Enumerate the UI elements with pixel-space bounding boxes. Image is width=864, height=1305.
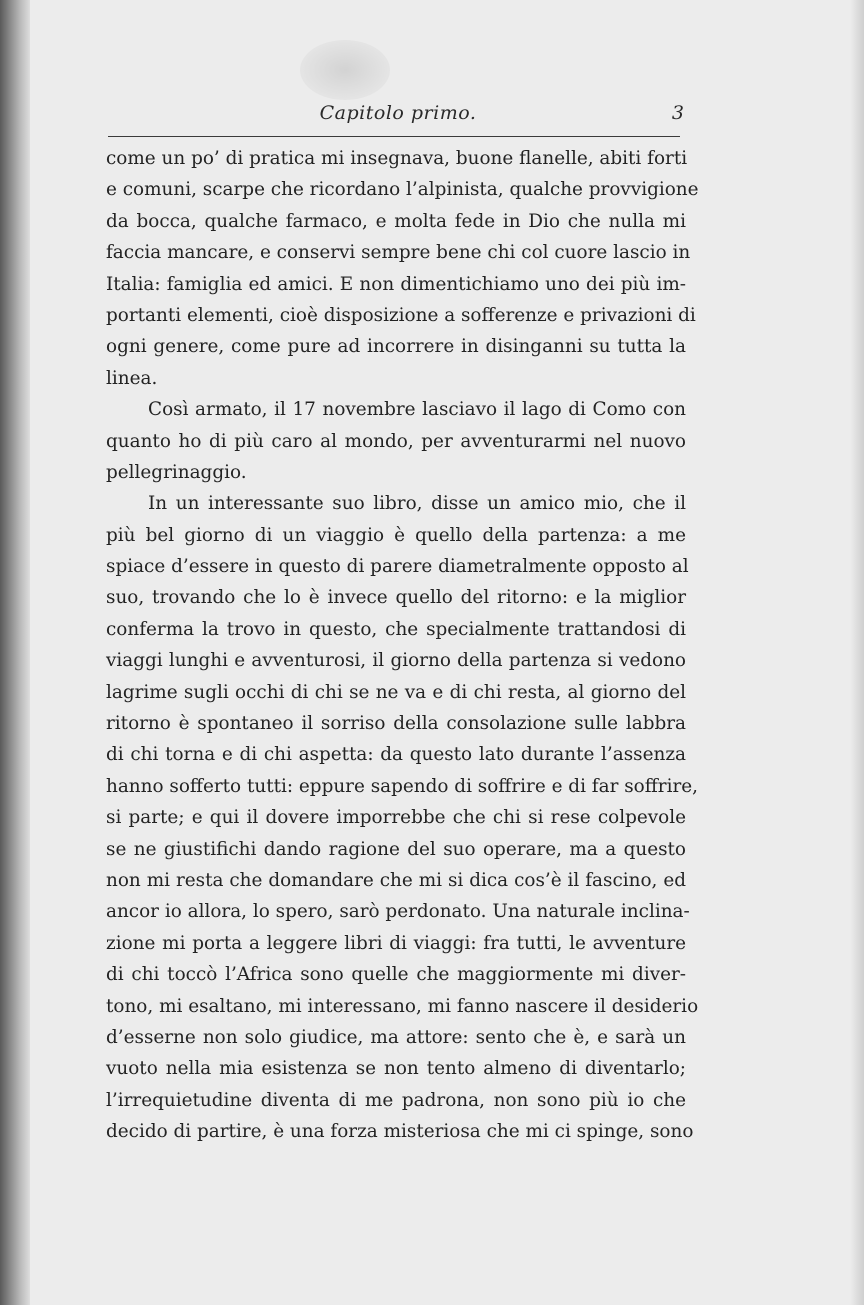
text-line: spiace d’essere in questo di parere diametralmente opposto al — [106, 556, 689, 578]
text-line: da bocca, qualche farmaco, e molta fede in Dio che nulla mi — [106, 210, 686, 232]
text-line: si parte; e qui il dovere imporrebbe che chi si rese colpevole — [106, 807, 686, 829]
text-line: d’esserne non solo giudice, ma attore: sento che è, e sarà un — [106, 1026, 686, 1048]
text-line: Così armato, il 17 novembre lasciavo il lago di Como con — [148, 399, 686, 421]
text-line: conferma la trovo in questo, che specialmente trattandosi di — [106, 618, 686, 640]
text-line: ritorno è spontaneo il sorriso della consolazione sulle labbra — [106, 713, 686, 735]
text-line: e comuni, scarpe che ricordano l’alpinista, qualche provvigione — [106, 179, 699, 201]
text-line: linea. — [106, 367, 158, 389]
text-line: portanti elementi, cioè disposizione a sofferenze e privazioni di — [106, 304, 696, 326]
text-line: pellegrinaggio. — [106, 461, 247, 483]
text-line: viaggi lunghi e avventurosi, il giorno della partenza si vedono — [106, 650, 686, 672]
text-line: suo, trovando che lo è invece quello del ritorno: e la miglior — [106, 587, 686, 609]
running-title: Capitolo primo. — [319, 102, 477, 124]
text-line: lagrime sugli occhi di chi se ne va e di chi resta, al giorno del — [106, 681, 686, 703]
text-line: vuoto nella mia esistenza se non tento almeno di diventarlo; — [106, 1058, 686, 1080]
text-line: più bel giorno di un viaggio è quello della partenza: a me — [106, 524, 686, 546]
text-line: non mi resta che domandare che mi si dica cos’è il fascino, ed — [106, 869, 686, 891]
text-line: ogni genere, come pure ad incorrere in disinganni su tutta la — [106, 336, 686, 358]
text-line: Italia: famiglia ed amici. E non dimentichiamo uno dei più im- — [106, 273, 686, 295]
binding-shadow — [0, 0, 30, 1305]
text-line: hanno sofferto tutti: eppure sapendo di soffrire e di far soffrire, — [106, 775, 698, 797]
text-line: zione mi porta a leggere libri di viaggi: fra tutti, le avventure — [106, 932, 686, 954]
body-text — [106, 143, 699, 1148]
header-rule — [108, 136, 680, 137]
text-line: quanto ho di più caro al mondo, per avventurarmi nel nuovo — [106, 430, 686, 452]
page-header — [108, 96, 688, 136]
text-line: In un interessante suo libro, disse un amico mio, che il — [148, 493, 686, 515]
page-number: 3 — [671, 102, 684, 124]
text-line: se ne giustifichi dando ragione del suo operare, ma a questo — [106, 838, 686, 860]
text-line: ancor io allora, lo spero, sarò perdonato. Una naturale inclina- — [106, 901, 690, 923]
text-line: come un po’ di pratica mi insegnava, buone flanelle, abiti forti — [106, 148, 688, 169]
paper-smudge — [300, 40, 390, 100]
page-edge-shadow — [850, 0, 864, 1305]
text-line: decido di partire, è una forza misteriosa che mi ci spinge, sono — [106, 1121, 694, 1143]
text-line: di chi torna e di chi aspetta: da questo lato durante l’assenza — [106, 744, 686, 766]
text-line: tono, mi esaltano, mi interessano, mi fanno nascere il desiderio — [106, 995, 699, 1017]
text-line: di chi toccò l’Africa sono quelle che maggiormente mi diver- — [106, 964, 686, 986]
text-line: l’irrequietudine diventa di me padrona, non sono più io che — [106, 1089, 686, 1111]
text-line: faccia mancare, e conservi sempre bene chi col cuore lascio in — [106, 242, 691, 264]
